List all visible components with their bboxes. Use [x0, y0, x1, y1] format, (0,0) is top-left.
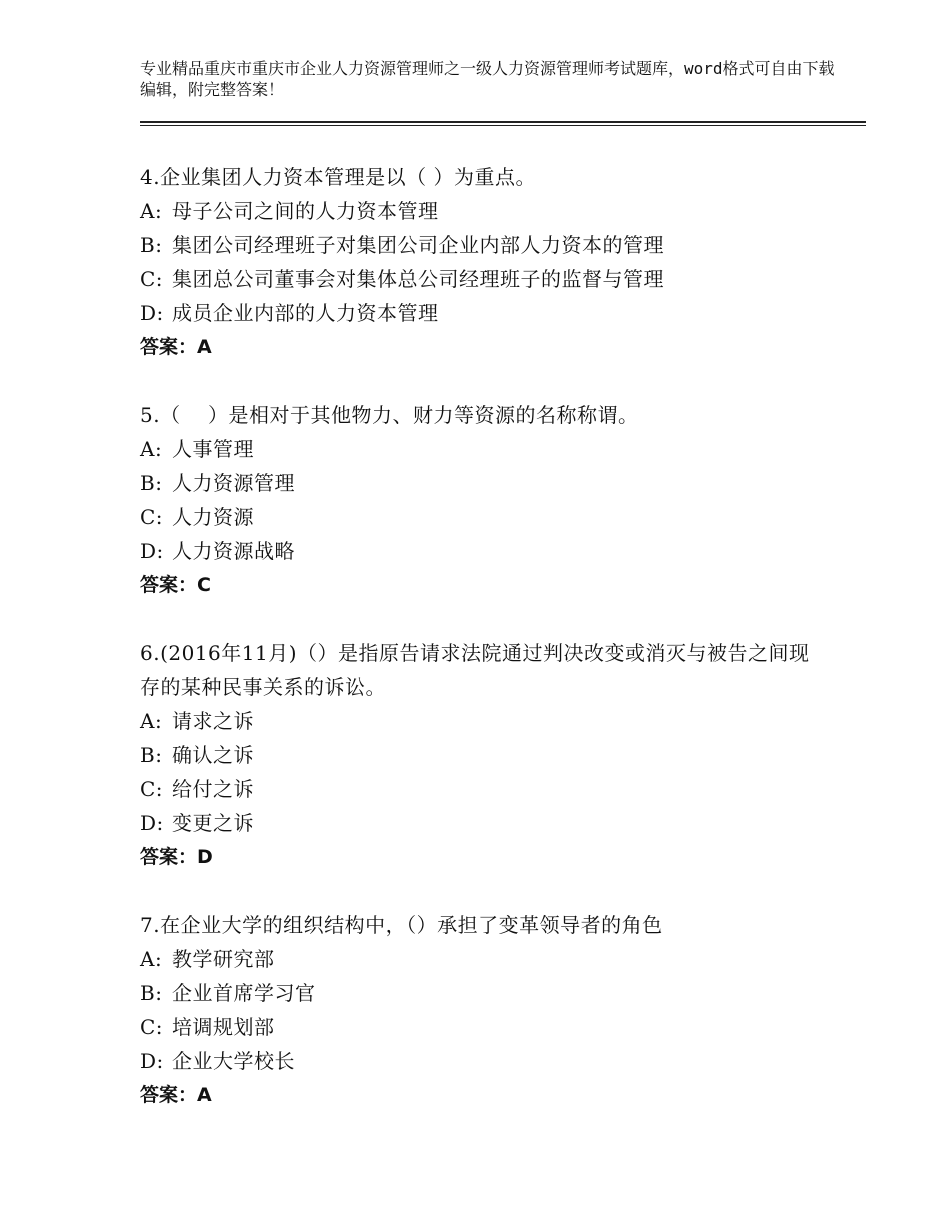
answer-value: A	[197, 336, 212, 358]
header-divider-thin	[140, 125, 866, 126]
option-key: A:	[140, 199, 163, 223]
option-key: C:	[140, 505, 164, 529]
option-text: 确认之诉	[172, 743, 254, 767]
question-stem: 6.(2016年11月)（）是指原告请求法院通过判决改变或消灭与被告之间现存的某种民事关系的诉讼。	[140, 641, 810, 699]
option-b	[140, 466, 830, 500]
option-d	[140, 806, 830, 840]
option-key: D:	[140, 811, 164, 835]
option-d	[140, 1044, 830, 1078]
option-c	[140, 500, 830, 534]
option-text: 集团公司经理班子对集团公司企业内部人力资本的管理	[172, 233, 664, 257]
answer-label: 答案：	[140, 336, 198, 358]
option-text: 给付之诉	[172, 777, 254, 801]
option-key: A:	[140, 437, 163, 461]
option-a	[140, 704, 830, 738]
option-a	[140, 194, 830, 228]
option-a	[140, 942, 830, 976]
answer-line	[140, 1078, 830, 1112]
option-key: B:	[140, 471, 163, 495]
option-a	[140, 432, 830, 466]
answer-label: 答案：	[140, 1084, 198, 1106]
question-stem: 7.在企业大学的组织结构中，（）承担了变革领导者的角色	[140, 913, 663, 937]
option-text: 人力资源战略	[172, 539, 295, 563]
option-text: 企业首席学习官	[172, 981, 316, 1005]
option-key: D:	[140, 301, 164, 325]
option-c	[140, 262, 830, 296]
option-text: 变更之诉	[172, 811, 254, 835]
option-text: 人力资源	[172, 505, 254, 529]
option-text: 集团总公司董事会对集体总公司经理班子的监督与管理	[172, 267, 664, 291]
answer-value: C	[197, 574, 211, 596]
question-5	[140, 398, 830, 602]
option-text: 母子公司之间的人力资本管理	[172, 199, 439, 223]
option-b	[140, 976, 830, 1010]
option-key: A:	[140, 947, 163, 971]
option-text: 企业大学校长	[172, 1049, 295, 1073]
header-title: 专业精品重庆市重庆市企业人力资源管理师之一级人力资源管理师考试题库，word格式可自由下载编辑，附完整答案！	[140, 59, 835, 99]
question-6	[140, 636, 830, 874]
option-c	[140, 772, 830, 806]
option-c	[140, 1010, 830, 1044]
question-4	[140, 160, 830, 364]
option-key: D:	[140, 1049, 164, 1073]
document-header	[140, 58, 840, 100]
question-stem: 4.企业集团人力资本管理是以（ ）为重点。	[140, 165, 536, 189]
answer-line	[140, 568, 830, 602]
answer-label: 答案：	[140, 574, 198, 596]
question-stem: 5.（ ）是相对于其他物力、财力等资源的名称称谓。	[140, 403, 639, 427]
header-divider-thick	[140, 121, 866, 123]
answer-label: 答案：	[140, 846, 198, 868]
answer-line	[140, 330, 830, 364]
option-key: B:	[140, 743, 163, 767]
option-text: 人事管理	[172, 437, 254, 461]
option-d	[140, 534, 830, 568]
option-b	[140, 228, 830, 262]
answer-value: D	[197, 846, 213, 868]
option-key: C:	[140, 777, 164, 801]
option-text: 培调规划部	[172, 1015, 275, 1039]
question-list	[140, 160, 830, 1112]
option-text: 人力资源管理	[172, 471, 295, 495]
question-7	[140, 908, 830, 1112]
answer-line	[140, 840, 830, 874]
option-text: 请求之诉	[172, 709, 254, 733]
option-key: D:	[140, 539, 164, 563]
option-key: A:	[140, 709, 163, 733]
option-d	[140, 296, 830, 330]
option-text: 成员企业内部的人力资本管理	[172, 301, 439, 325]
option-key: B:	[140, 233, 163, 257]
option-text: 教学研究部	[172, 947, 275, 971]
option-key: C:	[140, 1015, 164, 1039]
option-key: C:	[140, 267, 164, 291]
answer-value: A	[197, 1084, 212, 1106]
option-key: B:	[140, 981, 163, 1005]
option-b	[140, 738, 830, 772]
